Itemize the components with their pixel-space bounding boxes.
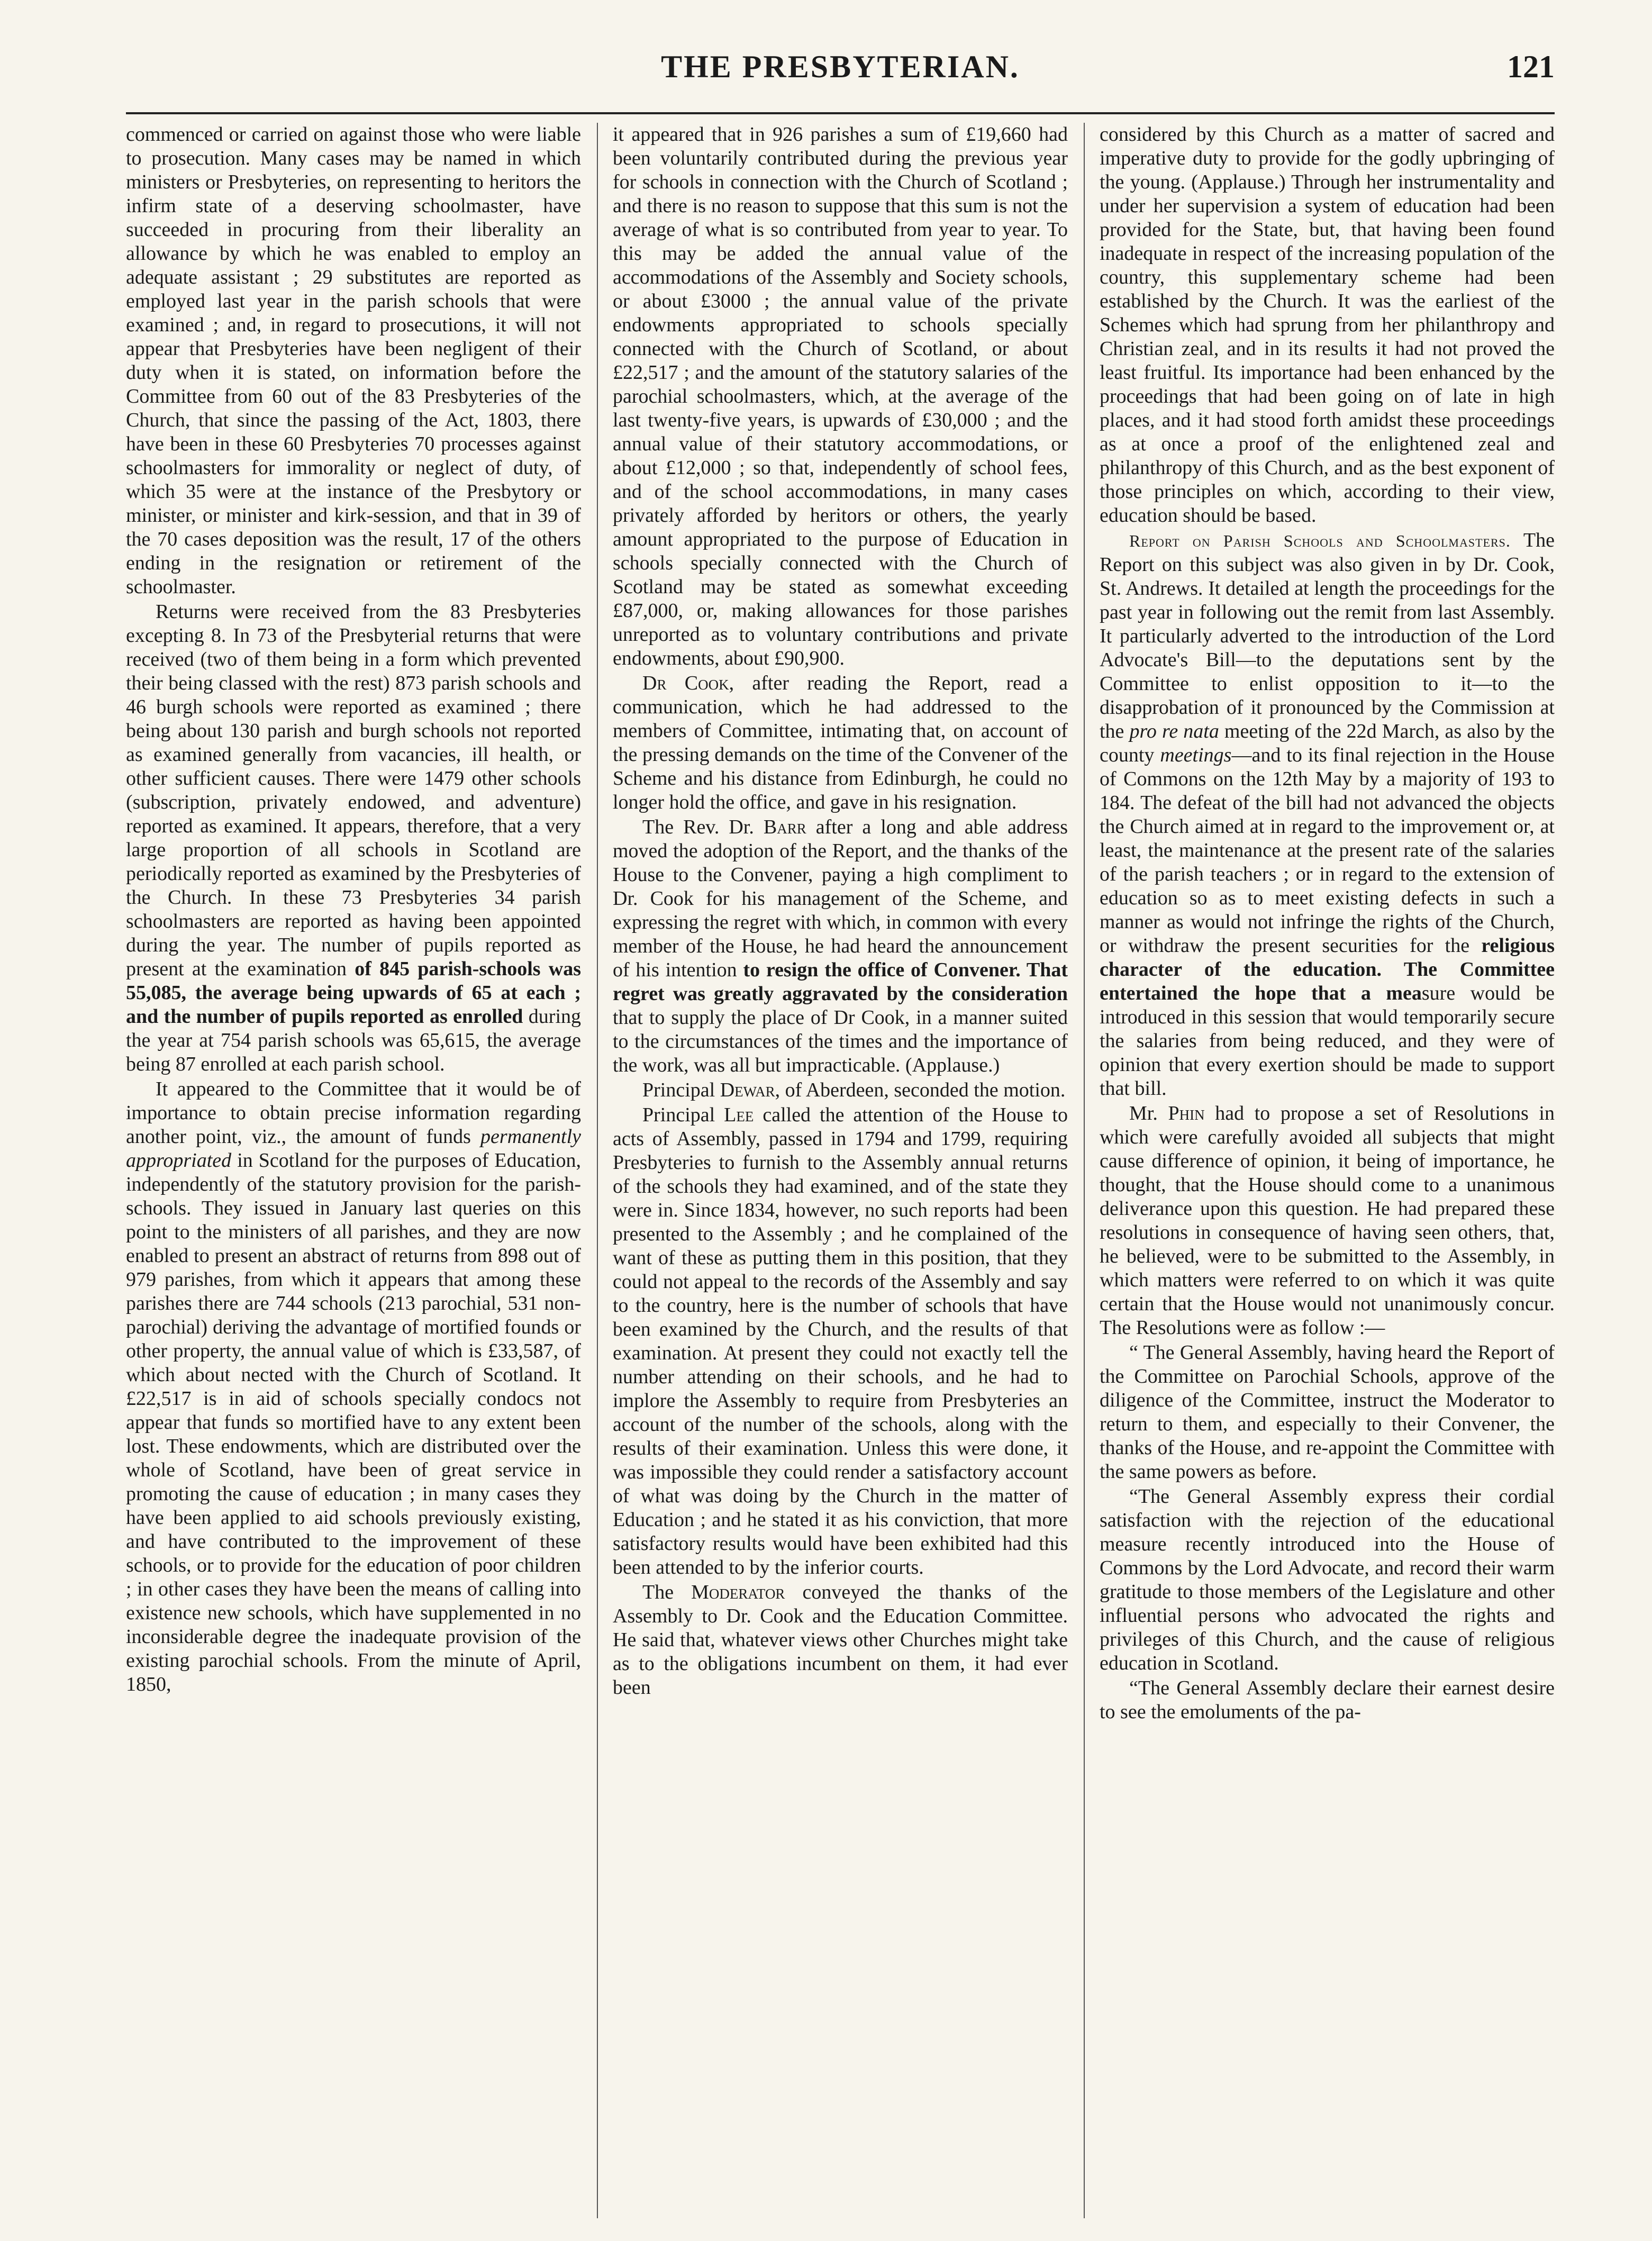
col1-p2-text-c: during the year at 754 parish schools was 65,615, the average being 87 enrolled at each parish school. [126,1005,581,1075]
page-number: 121 [1507,49,1555,84]
section-heading-parish-schools: Report on Parish Schools and Schoolmasters. [1129,531,1511,550]
resolution-3: “The General Assembly declare their earnest desire to see the emoluments of the pa- [1100,1677,1555,1723]
col2-p6-prefix: The [642,1581,692,1603]
col2-paragraph-4 [613,1078,1068,1102]
col2-p5-text: called the attention of the House to acts of Assembly, passed in 1794 and 1799, requiring Presbyteries to furnish to the Assembly annual returns of the schools they had examined, and of the state they were in. Since 1834, however, no such reports had been presented to the Assembly ; and he complained of the want of these as putting them in this position, that they could not appeal to the records of the Assembly and say to the country, here is the number of schools that have been examined by the Church, and the results of that examination. At present they could not exactly tell the number attending on their schools, and he had to implore the Assembly to require from Presbyteries an account of the number of the schools, along with the results of their examination. Unless this were done, it was impossible they could render a satisfactory account of what was doing by the Church in the matter of Education ; and he stated it as his conviction, that more satisfactory results would have been exhibited had this been attended to by the inferior courts. [613,1104,1068,1578]
col1-p2-text-a: Returns were received from the 83 Presbyteries excepting 8. In 73 of the Presbyterial returns that were received (two of them being in a form which prevented their being classed with the rest) 873 parish schools and 46 burgh schools were reported as examined ; there being about 130 parish and burgh schools not reported as examined generally from vacancies, ill health, or other sufficient causes. There were 1479 other schools (subscription, privately endowed, and adventure) reported as examined. It appears, therefore, that a very large proportion of all schools in Scotland are periodically reported as examined by the Presbyteries of the Church. In these 73 Presbyteries 34 parish schoolmasters are reported as having been appointed during the year. The number of pupils reported as present at the examination [126,601,581,980]
header-rule [126,112,1555,114]
column-divider-2 [1084,123,1085,2218]
col1-paragraph-1: commenced or carried on against those who were liable to prosecution. Many cases may be named in which ministers or Presbyteries, on representing to heritors the infirm state of a deserving schoolmaster, have succeeded in procuring from their liberality an allowance by which he was enabled to employ an adequate assistant ; 29 substitutes are reported as employed last year in the parish schools that were examined ; and, in regard to prosecutions, it will not appear that Presbyteries have been negligent of their duty when it is stated, on information before the Committee from 60 out of the 83 Presbyteries of the Church, that since the passing of the Act, 1803, there have been in these 60 Presbyteries 70 processes against schoolmasters for immorality or neglect of duty, of which 35 were at the instance of the Presbytory or minister, or minister and kirk-session, and that in 39 of the 70 cases deposition was the result, 17 of the others ending in the resignation or retirement of the schoolmaster. [126,123,581,598]
col2-paragraph-5 [613,1103,1068,1580]
speaker-name-moderator: Moderator [691,1581,785,1603]
col1-p2-bold-text: of 845 parish-schools was 55,085, the average being upwards of 65 at each ; and the number of pupils reported as enrolled [126,958,581,1028]
speaker-name-cook: Dr Cook [642,672,729,694]
col1-p3-text-a: It appeared to the Committee that it would be of importance to obtain precise information regarding another point, viz., the amount of funds [126,1078,581,1148]
col3-p2-text-e: —and to its final rejection in the House of Commons on the 12th May by a majority of 193 to 184. The defeat of the bill had not advanced the objects the Church aimed at in regard to the improvement or, at least, the maintenance at the present rate of the salaries of the parish teachers ; or in regard to the extension of education so as to meet existing defects in such a manner as would not infringe the rights of the Church, or withdraw the present securities for the [1100,744,1555,957]
col3-paragraph-3 [1100,1102,1555,1340]
column-3 [1100,123,1555,2218]
col2-p3-text-c: that to supply the place of Dr Cook, in a manner suited to the circumstances of the times and the importance of the work, was all but impracticable. (Applause.) [613,1006,1068,1076]
col3-p3-prefix: Mr. [1129,1102,1168,1124]
col2-p2-text: , after reading the Report, read a communication, which he had addressed to the members of Committee, intimating that, on account of the pressing demands on the time of the Convener of the Scheme and his distance from Edinburgh, he could no longer hold the office, and gave in his resignation. [613,672,1068,813]
col1-p3-text-c: in Scotland for the purposes of Education, independently of the statutory provision for the parish-schools. They issued in January last queries on this point to the ministers of all parishes, and they are now enabled to present an abstract of returns from 898 out of 979 parishes, from which it appears that among these parishes there are 744 schools (213 parochial, 531 non-parochial) deriving the advantage of mortified founds or other property, the annual value of which is £33,587, of which about nected with the Church of Scotland. It £22,517 is in aid of schools specially condocs not appear that funds so mortified have to any extent been lost. These endowments, which are distributed over the whole of Scotland, have been of great service in promoting the cause of education ; in many cases they have been applied to aid schools previously existing, and have contributed to the improvement of these schools, or to provide for the education of poor children ; in other cases they have been the means of calling into existence new schools, which have supplemented in no inconsiderable degree the inadequate provision of the existing parochial schools. From the minute of April, 1850, [126,1149,581,1695]
col2-paragraph-1: it appeared that in 926 parishes a sum of £19,660 had been voluntarily contributed during the previous year for schools in connection with the Church of Scotland ; and there is no reason to suppose that this sum is not the average of what is so contributed from year to year. To this may be added the annual value of the accommodations of the Assembly and Society schools, or about £3000 ; the annual value of the private endowments appropriated to schools specially connected with the Church of Scotland, or about £22,517 ; and the amount of the statutory salaries of the parochial schoolmasters, which, at the average of the last twenty-five years, is upwards of £30,000 ; and the annual value of their statutory accommodations, or about £12,000 ; so that, independently of school fees, and of the school accommodations, in many cases privately afforded by heritors or others, the yearly amount appropriated to the purpose of Education in schools specially connected with the Church of Scotland may be stated as somewhat exceeding £87,000, or, making allowances for those parishes unreported as to voluntary contributions and private endowments, about £90,900. [613,123,1068,669]
col2-p3-prefix: The Rev. Dr. [642,816,764,838]
speaker-name-lee: Lee [724,1104,754,1126]
column-divider-1 [597,123,598,2218]
publication-title: THE PRESBYTERIAN. [661,49,1020,84]
page-header [126,49,1555,107]
col3-p2-italic-pro-re-nata: pro re nata [1129,720,1219,742]
speaker-name-phin: Phin [1168,1102,1205,1124]
col3-p2-text-g: sure would be introduced in this session that would temporarily secure the salaries from being reduced, and they were of opinion that every exertion should be made to support that bill. [1100,982,1555,1100]
col2-paragraph-2 [613,672,1068,814]
col2-p3-text-a: after a long and able address moved the adoption of the Report, and the thanks of the House to the Convener, paying a high compliment to Dr. Cook for his management of the Scheme, and expressing the regret with which, in common with every member of the House, he had heard the announcement of his intention [613,816,1068,981]
col3-p2-text-c: meeting of the 22d March, as also by the county [1100,720,1555,766]
col2-paragraph-3 [613,815,1068,1077]
col3-p2-text-a: The Report on this subject was also given in by Dr. Cook, St. Andrews. It detailed at length the proceedings for the past year in following out the remit from last Assembly. It particularly adverted to the introduction of the Lord Advocate's Bill—to the deputations sent by the Committee to enlist opposition to it—to the disapprobation of it pronounced by the Commission at the [1100,529,1555,742]
col1-paragraph-2 [126,600,581,1076]
article-columns [126,123,1555,2218]
col2-p6-text: conveyed the thanks of the Assembly to Dr. Cook and the Education Committee. He said that, whatever views other Churches might take as to the obligations incumbent on them, it had ever been [613,1581,1068,1699]
col2-paragraph-6 [613,1581,1068,1700]
resolution-1: “ The General Assembly, having heard the Report of the Committee on Parochial Schools, approve of the diligence of the Committee, instruct the Moderator to return to them, and especially to their Convener, the thanks of the House, and re-appoint the Committee with the same powers as before. [1100,1341,1555,1483]
col3-paragraph-2 [1100,529,1555,1101]
col2-p5-prefix: Principal [642,1104,724,1126]
col2-p4-text: , of Aberdeen, seconded the motion. [775,1079,1066,1101]
col3-paragraph-1: considered by this Church as a matter of sacred and imperative duty to provide for the godly upbringing of the young. (Applause.) Through her instrumentality and under her supervision a system of education had been provided for the State, but, that having been found inadequate in respect of the increasing population of the country, this supplementary scheme had been established by the Church. It was the earliest of the Schemes which had sprung from her philanthropy and Christian zeal, and in its results it had not proved the least fruitful. Its importance had been enhanced by the proceedings that had been going on of late in high places, and it had stood forth amidst these proceedings as at once a proof of the enlightened zeal and philanthropy of this Church, and as the best exponent of those principles on which, according to their view, education should be based. [1100,123,1555,527]
column-1 [126,123,581,2218]
col2-p4-prefix: Principal [642,1079,720,1101]
col3-p2-italic-meetings: meetings [1160,744,1232,766]
speaker-name-barr: Barr [763,816,806,838]
col3-p3-text: had to propose a set of Resolutions in which were carefully avoided all subjects that might cause difference of opinion, it being of importance, he thought, that the House should come to a unanimous deliverance upon this question. He had prepared these resolutions in consequence of having seen others, that, he believed, were to be submitted to the Assembly, in which matters were referred to on which it was quite certain that the House would not unanimously concur. The Resolutions were as follow :— [1100,1102,1555,1339]
speaker-name-dewar: Dewar [720,1079,775,1101]
column-2 [613,123,1068,2218]
col2-p3-bold-text: to resign the office of Convener. That regret was greatly aggravated by the consideration [613,959,1068,1005]
col1-p3-italic-text: permanently appropriated [126,1126,581,1172]
col1-paragraph-3 [126,1077,581,1696]
col3-p2-bold-text: religious character of the education. The Committee entertained the hope that a mea [1100,934,1555,1004]
resolution-2: “The General Assembly express their cordial satisfaction with the rejection of the educational measure recently introduced into the House of Commons by the Lord Advocate, and record their warm gratitude to those members of the Legislature and other influential persons who advocated the rights and privileges of this Church, and the cause of religious education in Scotland. [1100,1485,1555,1674]
